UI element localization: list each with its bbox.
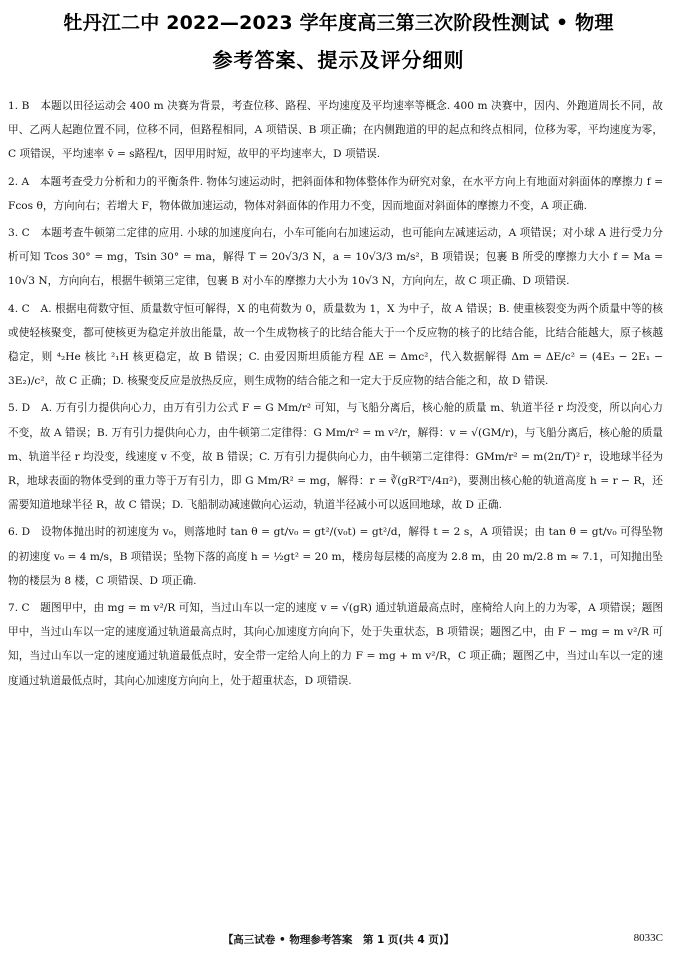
answer-item-2 bbox=[8, 170, 663, 218]
page-subtitle: 参考答案、提示及评分细则 bbox=[212, 48, 465, 72]
footer-page-info: 【高三试卷 • 物理参考答案 第 1 页(共 4 页)】 bbox=[222, 934, 455, 946]
answer-item-5 bbox=[8, 396, 663, 517]
answer-text: 3. C 本题考查牛顿第二定律的应用. 小球的加速度向右，小车可能向右加速运动，也可能向左减速运动，A 项错误；对小球 A 进行受力分析可知 Tcos 30° = mg，Tsin 30° = ma，解得 T = 20√3/3 N，a = 10√3/3 m/s²，B 项错误；包裹 B 所受的摩擦力大小 f = Ma = 10√3 N，方向向右，根据牛顿第三定律，包裹 B 对小车的摩擦力大小为 10√3 N，方向向左，故 C 项正确、D 项错误. bbox=[8, 227, 663, 288]
answer-text: 5. D A. 万有引力提供向心力，由万有引力公式 F = G Mm/r² 可知，与飞船分离后，核心舱的质量 m、轨道半径 r 均没变，所以向心力不变，故 A 错误；B. 万有引力提供向心力，由牛顿第二定律得：G Mm/r² = m v²/r，解得：v = √(GM/r)，与飞船分离后，核心舱的质量 m、轨道半径 r 均没变，线速度 v 不变，故 B 错误；C. 万有引力提供向心力，由牛顿第二定律得：GMm/r² = m(2π/T)² r，设地球半径为 R，地球表面的物体受到的重力等于万有引力，即 G Mm/R² = mg，解得：r = ∛(gR²T²/4π²)，要测出核心舱的轨道高度 h = r − R，还需要知道地球半径 R，故 C 错误；D. 飞船制动减速做向心运动，轨道半径减小可以返回地球，故 D 正确. bbox=[8, 402, 663, 512]
answer-item-4 bbox=[8, 297, 663, 394]
answer-text: 1. B 本题以田径运动会 400 m 决赛为背景，考查位移、路程、平均速度及平均速率等概念. 400 m 决赛中，因内、外跑道周长不同，故甲、乙两人起跑位置不同，位移不同，但路程相同，A 项错误、B 项正确；在内侧跑道的甲的起点和终点相同，位移为零，平均速度为零，C 项错误，平均速率 v̄ = s路程/t，因甲用时短，故甲的平均速率大，D 项错误. bbox=[8, 100, 663, 161]
answer-item-6 bbox=[8, 520, 663, 593]
answer-text: 2. A 本题考查受力分析和力的平衡条件. 物体匀速运动时，把斜面体和物体整体作为研究对象，在水平方向上有地面对斜面体的摩擦力 f = Fcos θ，方向向右；若增大 F，物体做加速运动，物体对斜面体的作用力不变，因而地面对斜面体的摩擦力不变，A 项正确. bbox=[8, 175, 663, 212]
answers-list bbox=[8, 94, 663, 693]
answer-text: 6. D 设物体抛出时的初速度为 v₀，则落地时 tan θ = gt/v₀ = gt²/(v₀t) = gt²/d，解得 t = 2 s，A 项错误；由 tan θ = gt/v₀ 可得坠物的初速度 v₀ = 4 m/s，B 项错误；坠物下落的高度 h = ½gt² = 20 m，楼房每层楼的高度为 2.8 m，由 20 m/2.8 m ≈ 7.1，可知抛出坠物的楼层为 8 楼，C 项错误、D 项正确. bbox=[8, 526, 663, 587]
answer-item-1 bbox=[8, 94, 663, 167]
footer-code: 8033C bbox=[633, 932, 663, 944]
answer-text: 7. C 题图甲中，由 mg = m v²/R 可知，当过山车以一定的速度 v = √(gR) 通过轨道最高点时，座椅给人向上的力为零，A 项错误；题图甲中，当过山车以一定的速度通过轨道最高点时，其向心加速度方向向下，处于失重状态，B 项错误；题图乙中，由 F − mg = m v²/R 可知，当过山车以一定的速度通过轨道最低点时，安全带一定给人向上的力 F = mg + m v²/R，C 项正确；题图乙中，当过山车以一定的速度通过轨道最低点时，其向心加速度方向向上，处于超重状态，D 项错误. bbox=[8, 602, 663, 687]
answer-item-7 bbox=[8, 596, 663, 693]
page-title: 牡丹江二中 2022—2023 学年度高三第三次阶段性测试 • 物理 bbox=[63, 12, 614, 34]
answer-item-3 bbox=[8, 221, 663, 294]
answer-text: 4. C A. 根据电荷数守恒、质量数守恒可解得，X 的电荷数为 0，质量数为 1，X 为中子，故 A 错误；B. 使重核裂变为两个质量中等的核或使轻核聚变，都可使核更为稳定并放出能量，故一个生成物核子的比结合能大于一个反应物的核子的比结合能，比结合能越大，原子核越稳定，则 ⁴₂He 核比 ²₁H 核更稳定，故 B 错误；C. 由爱因斯坦质能方程 ΔE = Δmc²，代入数据解得 Δm = ΔE/c² = (4E₃ − 2E₁ − 3E₂)/c²，故 C 正确；D. 核聚变反应是放热反应，则生成物的结合能之和一定大于反应物的结合能之和，故 D 错误. bbox=[8, 302, 663, 388]
